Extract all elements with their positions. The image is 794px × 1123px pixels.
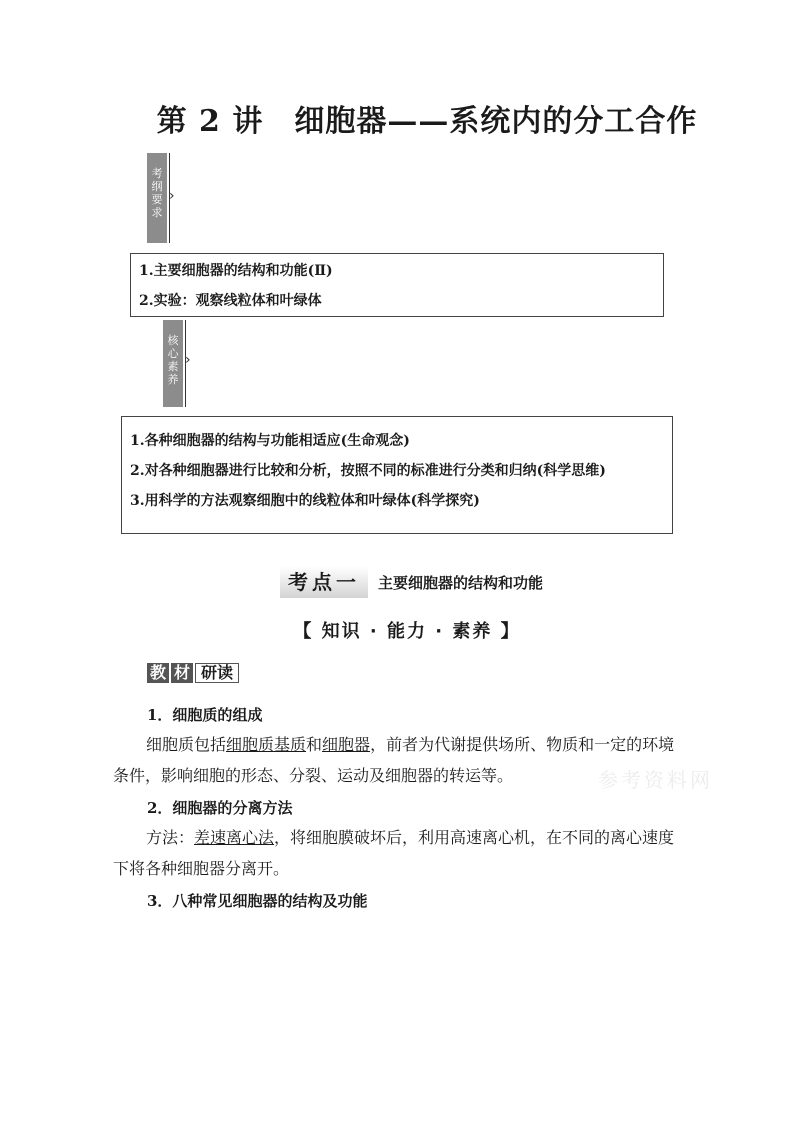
hexin-tag <box>163 320 183 407</box>
kaogang-tag-text: 考纲要求 <box>151 167 163 219</box>
kaogang-tag <box>147 153 167 243</box>
chevron-right-icon: › <box>185 352 191 368</box>
section-2-heading: 2．细胞器的分离方法 <box>147 799 293 817</box>
term-centrifugation: 差速离心法 <box>194 828 275 847</box>
hexin-item-3: 3.用科学的方法观察细胞中的线粒体和叶绿体(科学探究) <box>130 493 480 509</box>
hexin-item-1: 1.各种细胞器的结构与功能相适应(生命观念) <box>130 433 410 449</box>
hexin-item-2: 2.对各种细胞器进行比较和分析，按照不同的标准进行分类和归纳(科学思维) <box>130 463 606 479</box>
section-2-paragraph: 方法：差速离心法，将细胞膜破坏后，利用高速离心机，在不同的离心速度 下将各种细胞器分离开。 <box>113 828 675 878</box>
section-1-heading: 1．细胞质的组成 <box>147 706 263 724</box>
page-title: 第 2 讲 细胞器——系统内的分工合作 <box>156 104 698 139</box>
hexin-tag-text: 核心素养 <box>167 334 179 386</box>
jiaocai-char-1: 教 <box>147 663 169 683</box>
kaogang-item-1: 1.主要细胞器的结构和功能(Ⅱ) <box>139 263 333 279</box>
section-3-heading: 3．八种常见细胞器的结构及功能 <box>147 892 368 910</box>
hexin-box <box>121 416 673 534</box>
section-1-paragraph: 细胞质包括细胞质基质和细胞器，前者为代谢提供场所、物质和一定的环境 条件，影响细胞的形态、分裂、运动及细胞器的转运等。 <box>113 735 675 785</box>
kaodian-label: 考点一 <box>280 566 368 598</box>
kaogang-item-2: 2.实验：观察线粒体和叶绿体 <box>139 293 322 309</box>
jiaocai-char-3: 研读 <box>195 663 239 683</box>
kaodian-topic: 主要细胞器的结构和功能 <box>378 574 544 592</box>
section-heading: 【 知识 · 能力 · 素养 】 <box>293 621 521 642</box>
jiaocai-char-2: 材 <box>171 663 193 683</box>
term-cytosol: 细胞质基质 <box>226 735 307 754</box>
jiaocai-yandu-badge <box>147 663 239 683</box>
kaogang-box <box>130 253 664 317</box>
watermark: 参考资料网 <box>598 768 713 792</box>
term-organelle: 细胞器 <box>322 735 371 754</box>
chevron-right-icon: › <box>169 188 175 204</box>
